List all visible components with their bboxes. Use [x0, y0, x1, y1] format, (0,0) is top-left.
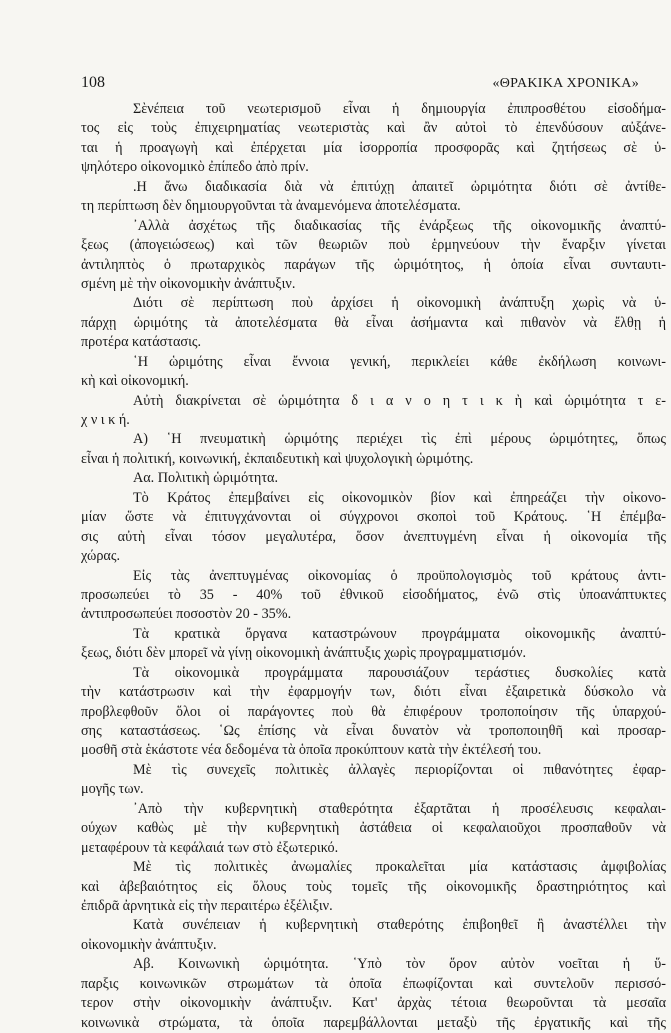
text-line: Κατὰ συνέπειαν ἡ κυβερνητικὴ σταθερότης ἐπιβοηθεῖ ἢ ἀναστέλλει τὴν [133, 917, 666, 934]
text-line: ᾿Απὸ τὴν κυβερνητικὴ σταθερότητα ἐξαρτᾶται ἡ προσέλευσις κεφαλαι- [133, 800, 666, 817]
page-number: 108 [81, 74, 105, 91]
text-line: Εἰς τὰς ἀνεπτυγμένας οἰκονομίας ὁ προϋπολογισμὸς τοῦ κράτους ἀντι- [133, 567, 666, 584]
text-line: Τὸ Κράτος ἐπεμβαίνει εἰς οἰκονομικὸν βίον καὶ ἐπηρεάζει τὴν οἰκονο- [133, 489, 666, 506]
text-line: σης καταστάσεως. ῾Ως ἐπίσης νὰ εἶναι δυνατὸν νὰ τροποποιηθῆ καὶ προσαρ- [81, 723, 666, 739]
text-line: κοινωνικὰ στρώματα, τὰ ὁποῖα παρεμβάλλονται μεταξὺ τῆς ἐργατικῆς καὶ τῆς [81, 1014, 666, 1031]
text-line: Αβ. Κοινωνικὴ ὡριμότητα. ῾Υπὸ τὸν ὅρον αὐτὸν νοεῖται ἡ ὕ- [133, 956, 666, 973]
text-line: Σὲνέπεια τοῦ νεωτερισμοῦ εἶναι ἡ δημιουργία ἐπιπροσθέτου εἰσοδήμα- [133, 101, 666, 117]
text-line: τη περίπτωση δὲν δημιουργοῦνται τὰ ἀναμενόμενα ἀποτελέσματα. [81, 198, 461, 215]
text-line: Αα. Πολιτικὴ ὡριμότητα. [133, 470, 279, 487]
text-line: Τὰ οἰκονομικὰ προγράμματα παρουσιάζουν τεράστιες δυσκολίες κατὰ [133, 664, 666, 681]
text-line: ᾿Αλλὰ ἀσχέτως τῆς διαδικασίας τῆς ἐνάρξεως τῆς οἰκονομικῆς ἀναπτύ- [133, 217, 666, 234]
text-line: τὴν κατάστρωσιν καὶ τὴν ἐφαρμογήν των, διότι εἶναι ἐξαιρετικὰ δύσκολο νὰ [81, 684, 666, 701]
text-line: ῾Η ὡριμότης εἶναι ἔννοια γενική, περικλείει κάθε ἐκδήλωση κοινωνι- [133, 353, 666, 370]
text-line: εἶναι ἡ πολιτική, κοινωνική, ἐκπαιδευτικὴ καὶ ψυχολογικὴ ὡριμότης. [81, 450, 474, 467]
text-line: μίαν ὥστε νὰ ἐπιτυγχάνονται οἱ σύγχρονοι σκοποὶ τοῦ Κράτους. ῾Η ἐπέμβα- [81, 509, 666, 526]
text-line: κὴ καὶ οἰκονομική. [81, 373, 189, 390]
text-line: ἐπιδρᾶ ἀρνητικὰ εἰς τὴν περαιτέρω ἐξέλιξιν. [81, 897, 333, 914]
text-line: .Η ἄνω διαδικασία διὰ νὰ ἐπιτύχῃ ἀπαιτεῖ ὡριμότητα διότι σὲ ἀντίθε- [133, 178, 666, 195]
text-line: μεταφέρουν τὰ κεφάλαιά των στὸ ἐξωτερικό. [81, 839, 339, 856]
text-line: ξεως, διότι δὲν μπορεῖ νὰ γίνῃ οἰκονομικὴ ἀνάπτυξις χωρὶς προγραμματισμόν. [81, 645, 527, 662]
text-line: μογῆς των. [81, 781, 144, 798]
text-line: Μὲ τὶς πολιτικὲς ἀνωμαλίες προκαλεῖται μία κατάστασις ἀμφιβολίας [133, 859, 666, 876]
body-text [81, 100, 666, 1033]
text-line: μοσθῆ στὰ ἑκάστοτε νέα δεδομένα τὰ ὁποῖα προκύπτουν κατὰ τὴν ἐκτέλεσή του. [81, 742, 542, 759]
text-line: σις αὐτὴ εἶναι τόσον μεγαλυτέρα, ὅσον ἀνεπτυγμένη εἶναι ἡ οἰκονομία τῆς [81, 528, 666, 545]
text-line: ούχων καθὼς μὲ τὴν κυβερνητικὴ ἀστάθεια οἱ κεφαλαιοῦχοι προσπαθοῦν νὰ [81, 820, 666, 837]
text-line: τος εἰς τοὺς ἐπιχειρηματίας νεωτεριστὰς καὶ ἂν αὐτοὶ τὸ ἐπενδύσουν αὐξάνε- [81, 120, 666, 137]
text-line: Α) ῾Η πνευματικὴ ὡριμότης περιέχει τὶς ἐπὶ μέρους ὡριμότητες, ὅπως [133, 431, 666, 448]
text-line: ψηλότερο οἰκονομικὸ ἐπίπεδο ἀπὸ πρίν. [81, 159, 309, 176]
journal-title: «ΘΡΑΚΙΚΑ ΧΡΟΝΙΚΑ» [492, 76, 639, 91]
text-line: χ ν ι κ ή. [81, 412, 130, 428]
text-line: ξεως (ἀπογειώσεως) καὶ τῶν θεωριῶν ποὺ ἑρμηνεύουν τὴν ἔναρξιν γίνεται [81, 237, 666, 254]
running-header [81, 74, 639, 92]
text-line: Διότι σὲ περίπτωση ποὺ ἀρχίσει ἡ οἰκονομικὴ ἀνάπτυξη χωρὶς νὰ ὑ- [133, 295, 666, 312]
text-line: πάρχῃ ὡριμότης τὰ ἀποτελέσματα θὰ εἶναι ἀσήμαντα καὶ πιθανὸν νὰ ἔλθῃ ἡ [81, 314, 666, 331]
text-line: Τὰ κρατικὰ ὄργανα καταστρώνουν προγράμματα οἰκονομικῆς ἀναπτύ- [133, 625, 666, 642]
text-line: προτέρα κατάστασις. [81, 334, 202, 351]
text-line: οἰκονομικὴν ἀνάπτυξιν. [81, 936, 217, 953]
text-line: παρξις κοινωνικῶν στρωμάτων τὰ ὁποῖα ἐπωφίζονται καὶ συντελοῦν περισσό- [81, 975, 666, 992]
text-line: ἀντιπροσωπεύει ποσοστὸν 20 - 35%. [81, 606, 292, 623]
text-line: τερον στὴν οἰκονομικὴν ἀνάπτυξιν. Κατ' ἀρχὰς τέτοια θεωροῦνται τὰ μεσαῖα [81, 995, 666, 1012]
text-line: Μὲ τὶς συνεχεῖς πολιτικὲς ἀλλαγὲς περιορίζονται οἱ πιθανότητες ἐφαρ- [133, 761, 666, 778]
text-line: ἀντιληπτὸς ὁ πρωταρχικὸς παράγων τῆς ὡριμότητος, ἡ ὁποία εἶναι συνταυτι- [81, 256, 666, 273]
text-line: Αὐτὴ διακρίνεται σὲ ὡριμότητα δ ι α ν ο η τ ι κ ὴ καὶ ὡριμότητα τ ε- [133, 392, 666, 409]
text-line: καὶ ἀβεβαιότητος εἰς ὅλους τοὺς τομεῖς τῆς οἰκονομικῆς δραστηριότητος καὶ [81, 878, 666, 895]
text-line: ται ἡ προαγωγὴ καὶ ἐπέρχεται μία ἰσορροπία προσφορᾶς καὶ ζητήσεως σὲ ὑ- [81, 139, 666, 156]
text-line: προβλεφθοῦν ὅλοι οἱ παράγοντες ποὺ θὰ ἐπιφέρουν τροποποίησιν τῆς ὑπαρχού- [81, 703, 666, 720]
text-line: χώρας. [81, 548, 121, 565]
text-line: σμένη μὲ τὴν οἰκονομικὴν ἀνάπτυξιν. [81, 275, 296, 292]
text-line: προσωπεύει τὸ 35 - 40% τοῦ ἐθνικοῦ εἰσοδήματος, ἐνῶ στὶς ὑποανάπτυκτες [81, 586, 666, 603]
